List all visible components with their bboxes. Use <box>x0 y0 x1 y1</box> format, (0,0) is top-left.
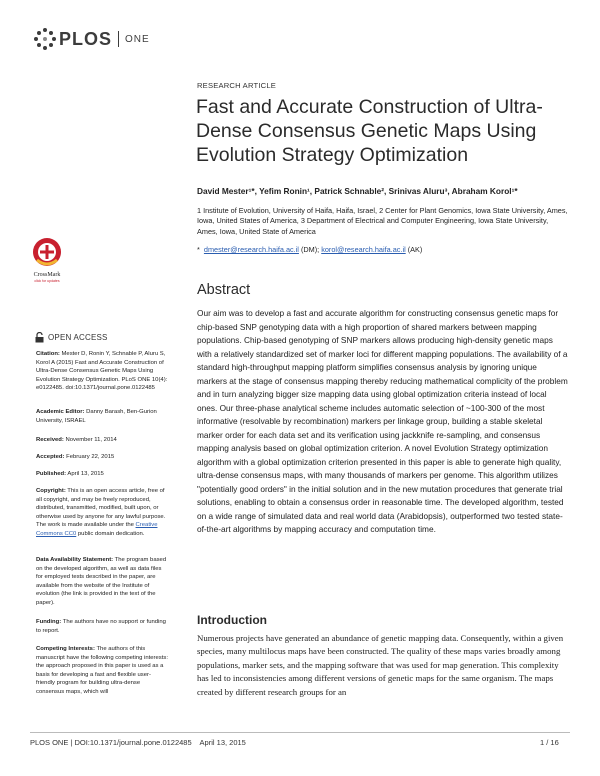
copyright-tail: public domain dedication. <box>76 530 145 537</box>
logo-divider <box>118 31 119 47</box>
competing-interests-text: The authors of this manuscript have the following competing interests: the approach proposed in this paper is used as a basis for developing a fast and flexible user-friendly program for building ultra-dense consensus maps, which will <box>36 646 168 695</box>
competing-interests-label: Competing Interests: <box>36 646 95 652</box>
copyright-label: Copyright: <box>36 488 66 494</box>
author-list: David Mester¹*, Yefim Ronin¹, Patrick Schnable², Srinivas Aluru³, Abraham Korol¹* <box>197 186 518 196</box>
open-access-label: OPEN ACCESS <box>48 333 108 342</box>
copyright-text: This is an open access article, free of all copyright, and may be freely reproduced, distributed, transmitted, modified, built upon, or otherwise used by anyone for any lawful purpose. The work is made available under the <box>36 488 166 529</box>
citation-label: Citation: <box>36 351 60 357</box>
cc0-link[interactable]: Creative Commons CC0 <box>36 522 158 537</box>
footer-divider <box>30 732 570 733</box>
email-link-dm[interactable]: dmester@research.haifa.ac.il <box>203 245 299 254</box>
article-type: RESEARCH ARTICLE <box>197 81 277 90</box>
logo-text: PLOS <box>59 28 113 49</box>
accepted-label: Accepted: <box>36 454 65 460</box>
affiliations: 1 Institute of Evolution, University of Haifa, Haifa, Israel, 2 Center for Plant Genomics, Iowa State University, Ames, Iowa, United States of America, 3 Department of Electrical and Computer Engineering, Iowa State University, Ames, Iowa, United State of America <box>197 206 568 236</box>
article-title: Fast and Accurate Construction of Ultra-Dense Consensus Genetic Maps Using Evolution Strategy Optimization <box>196 96 543 166</box>
email-tag-dm: (DM); <box>298 245 322 254</box>
footer-citation: PLOS ONE | DOI:10.1371/journal.pone.0122485 April 13, 2015 <box>30 738 246 747</box>
funding-block <box>36 618 168 635</box>
plos-logo[interactable] <box>34 28 150 50</box>
editor-label: Academic Editor: <box>36 409 85 415</box>
citation-text: Mester D, Ronin Y, Schnable P, Aluru S, Korol A (2015) Fast and Accurate Construction of Ultra-Dense Consensus Genetic Maps Using Evolution Strategy Optimization. PLoS ONE 10(4): e0122485. doi:10.1371/journal.pone.0122485 <box>36 351 168 392</box>
introduction-heading: Introduction <box>197 613 267 627</box>
crossmark-icon <box>30 236 64 286</box>
page-number: 1 / 16 <box>540 738 559 747</box>
published-label: Published: <box>36 471 67 477</box>
correspondence-marker: * <box>197 245 200 254</box>
email-link-ak[interactable]: korol@research.haifa.ac.il <box>321 245 406 254</box>
open-access-badge <box>35 332 108 343</box>
data-availability-text: The program based on the developed algorithm, as well as data files for employed tests described in the paper, are available from the website of the Institute of evolution (the link is provided in the text of the paper). <box>36 557 167 606</box>
received-label: Received: <box>36 437 64 443</box>
abstract-heading: Abstract <box>197 282 251 298</box>
editor-block <box>36 408 168 425</box>
funding-label: Funding: <box>36 619 62 625</box>
funding-text: The authors have no support or funding to report. <box>36 619 166 634</box>
abstract-text: Our aim was to develop a fast and accurate algorithm for constructing consensus genetic maps for chip-based SNP genotyping data with a high proportion of shared markers between mapping populations. Chip-based genotyping of SNP markers allows producing high-density genetic maps with a relatively standardized set of marker loci for different mapping populations. The availability of a standard high-throughput mapping platform simplifies consensus analysis by ignoring unique markers at the stage of consensus mapping thereby reducing mathematical complicity of the problem and in turn analyzing bigger size mapping data using global optimization criteria instead of local ones. Our three-phase analytical scheme includes automatic selection of ~100-300 of the most informative (resolvable by recombination) markers per linkage group, building a stable skeletal marker order for each data set and its verification using jackknife re-sampling, and consensus mapping analysis based on global optimization criterion. A novel Evolution Strategy optimization algorithm with a global optimization criterion presented in this paper is able to generate high quality, ultra-dense consensus maps, with many thousands of markers per genome. This algorithm utilizes "potentially good orders" in the initial solution and in the new mutation procedures that generate trial solutions, enabling to obtain a consensus order in reasonable time. The developed algorithm, tested on a wide range of simulated data and real world data (Arabidopsis), outperformed two tested state-of-the-art algorithms by mapping accuracy and computation time. <box>197 308 568 534</box>
crossmark-sublabel: click for updates <box>34 279 60 283</box>
competing-interests-block <box>36 645 168 697</box>
correspondence <box>197 245 422 254</box>
data-availability-label: Data Availability Statement: <box>36 557 114 563</box>
citation-block <box>36 350 168 393</box>
email-tag-ak: (AK) <box>405 245 423 254</box>
journal-name: ONE <box>125 33 150 45</box>
open-lock-icon <box>35 332 44 343</box>
plos-dots-icon <box>34 28 56 50</box>
copyright-block <box>36 487 168 539</box>
accepted-text: February 22, 2015 <box>64 454 115 460</box>
accepted-block <box>36 453 168 462</box>
received-text: November 11, 2014 <box>63 437 117 443</box>
published-block <box>36 470 168 479</box>
editor-text: Danny Barash, Ben-Gurion University, ISRAEL <box>36 409 157 424</box>
data-availability-block <box>36 556 168 608</box>
published-text: April 13, 2015 <box>66 471 104 477</box>
received-block <box>36 436 168 445</box>
crossmark-label: CrossMark <box>33 272 61 278</box>
introduction-text: Numerous projects have generated an abundance of genetic mapping data. Consequently, within a given species, many multilocus maps have been constructed. The quality of these maps varies broadly among populations, marker sets, and the mapping software that was used for map generation. This complexity has led to inconsistencies among different versions of genetic maps for the same organism. The maps created by different research groups for an <box>197 633 564 697</box>
crossmark-badge[interactable] <box>30 236 64 286</box>
